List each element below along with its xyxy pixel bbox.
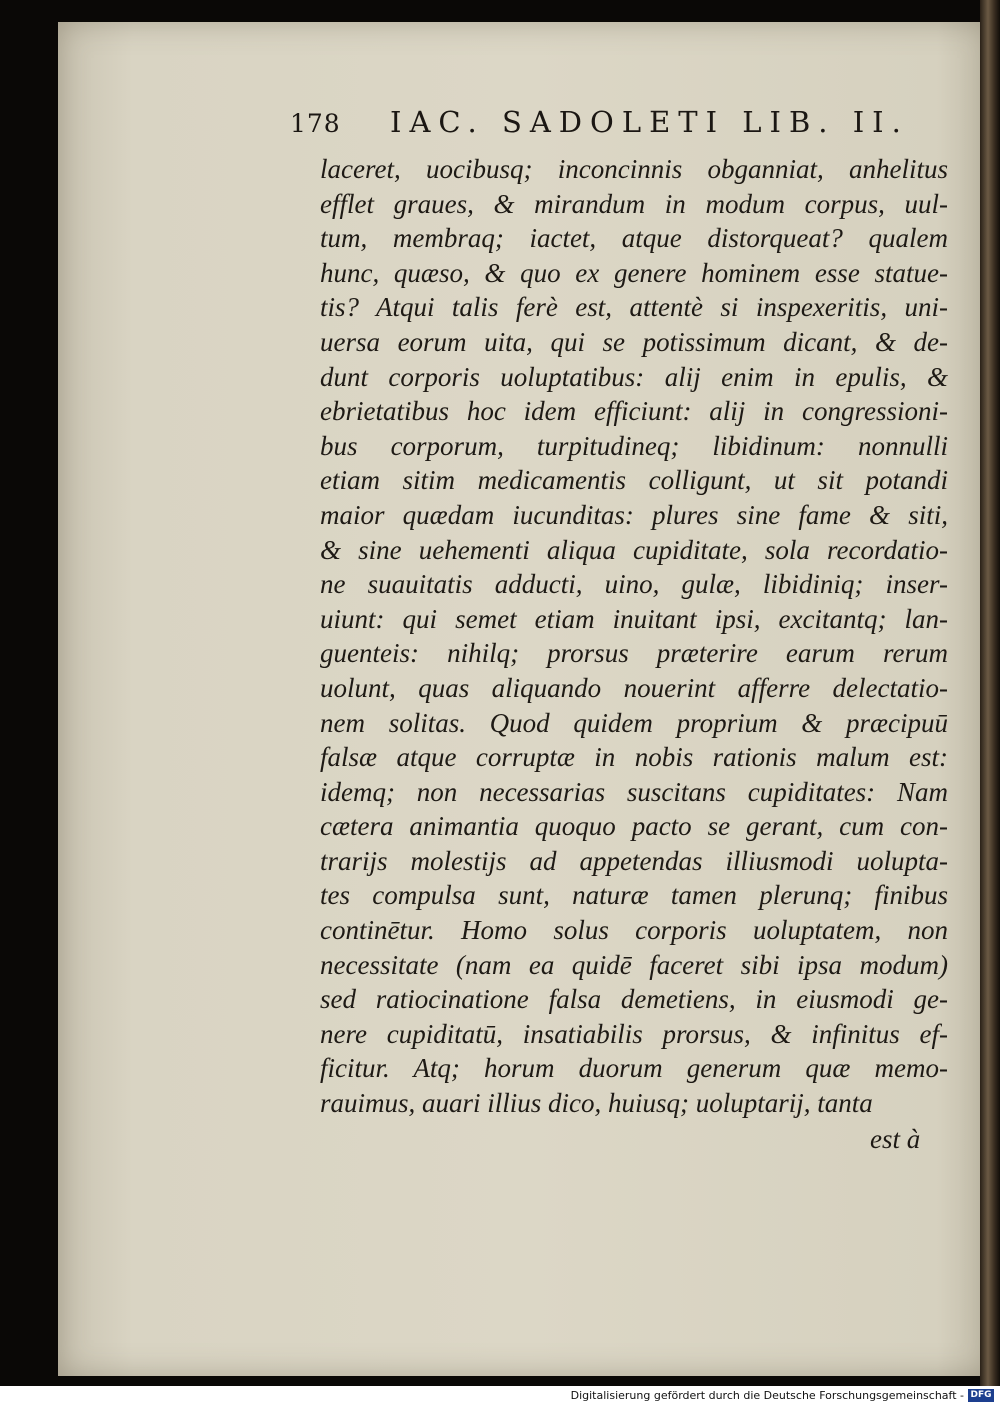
text-line: uolunt, quas aliquando nouerint afferre delectatio- (320, 672, 948, 703)
dfg-logo-icon[interactable]: DFG (968, 1389, 994, 1402)
text-line: ne suauitatis adducti, uino, gulæ, libidiniq; inser- (320, 569, 948, 600)
text-line: & sine uehementi aliqua cupiditate, sola recordatio- (320, 534, 948, 565)
text-line: necessitate (nam ea quidē faceret sibi ipsa modum) (320, 949, 948, 980)
book-edge (980, 0, 1000, 1386)
text-line: nem solitas. Quod quidem proprium & præcipuū (320, 707, 948, 738)
text-line: sed ratiocinatione falsa demetiens, in eiusmodi ge- (320, 984, 948, 1015)
funding-credit: Digitalisierung gefördert durch die Deutsche Forschungsgemeinschaft - (570, 1389, 964, 1402)
text-line: continētur. Homo solus corporis uoluptatem, non (320, 915, 948, 946)
text-line: efflet graues, & mirandum in modum corpus, uul- (320, 188, 948, 219)
text-line: uersa eorum uita, qui se potissimum dicant, & de- (320, 326, 948, 357)
text-line: ebrietatibus hoc idem efficiunt: alij in congressioni- (320, 396, 948, 427)
text-line: uiunt: qui semet etiam inuitant ipsi, excitantq; lan- (320, 603, 948, 634)
footer-bar (0, 1386, 1000, 1406)
text-line: ficitur. Atq; horum duorum generum quæ memo- (320, 1053, 948, 1084)
text-line: idemq; non necessarias suscitans cupiditates: Nam (320, 776, 948, 807)
text-line: tis? Atqui talis ferè est, attentè si inspexeritis, uni- (320, 292, 948, 323)
text-line: trarijs molestijs ad appetendas illiusmodi uolupta- (320, 845, 948, 876)
text-line: rauimus, auari illius dico, huiusq; uoluptarij, tanta (320, 1088, 873, 1119)
catchword: est à (870, 1124, 921, 1154)
text-line: laceret, uocibusq; inconcinnis obganniat, anhelitus (320, 154, 948, 184)
text-line: bus corporum, turpitudineq; libidinum: nonnulli (320, 430, 948, 461)
text-line: guenteis: nihilq; prorsus præterire earum rerum (320, 638, 948, 669)
running-head (290, 101, 930, 147)
text-line: tes compulsa sunt, naturæ tamen plerunq; finibus (320, 880, 948, 911)
text-line: nere cupiditatū, insatiabilis prorsus, & infinitus ef- (320, 1018, 948, 1049)
text-line: maior quædam iucunditas: plures sine fame & siti, (320, 499, 948, 530)
body-text (320, 152, 948, 1121)
running-head-title: IAC. SADOLETI LIB. II. (390, 105, 909, 139)
text-line: dunt corporis uoluptatibus: alij enim in epulis, & (320, 361, 948, 392)
text-line: tum, membraq; iactet, atque distorqueat? qualem (320, 223, 948, 254)
page-number: 178 (290, 109, 341, 138)
text-line: hunc, quæso, & quo ex genere hominem esse statue- (320, 257, 948, 288)
text-line: cætera animantia quoquo pacto se gerant, cum con- (320, 811, 948, 842)
text-line: falsæ atque corruptæ in nobis rationis malum est: (320, 742, 948, 773)
text-line: etiam sitim medicamentis colligunt, ut sit potandi (320, 465, 948, 496)
